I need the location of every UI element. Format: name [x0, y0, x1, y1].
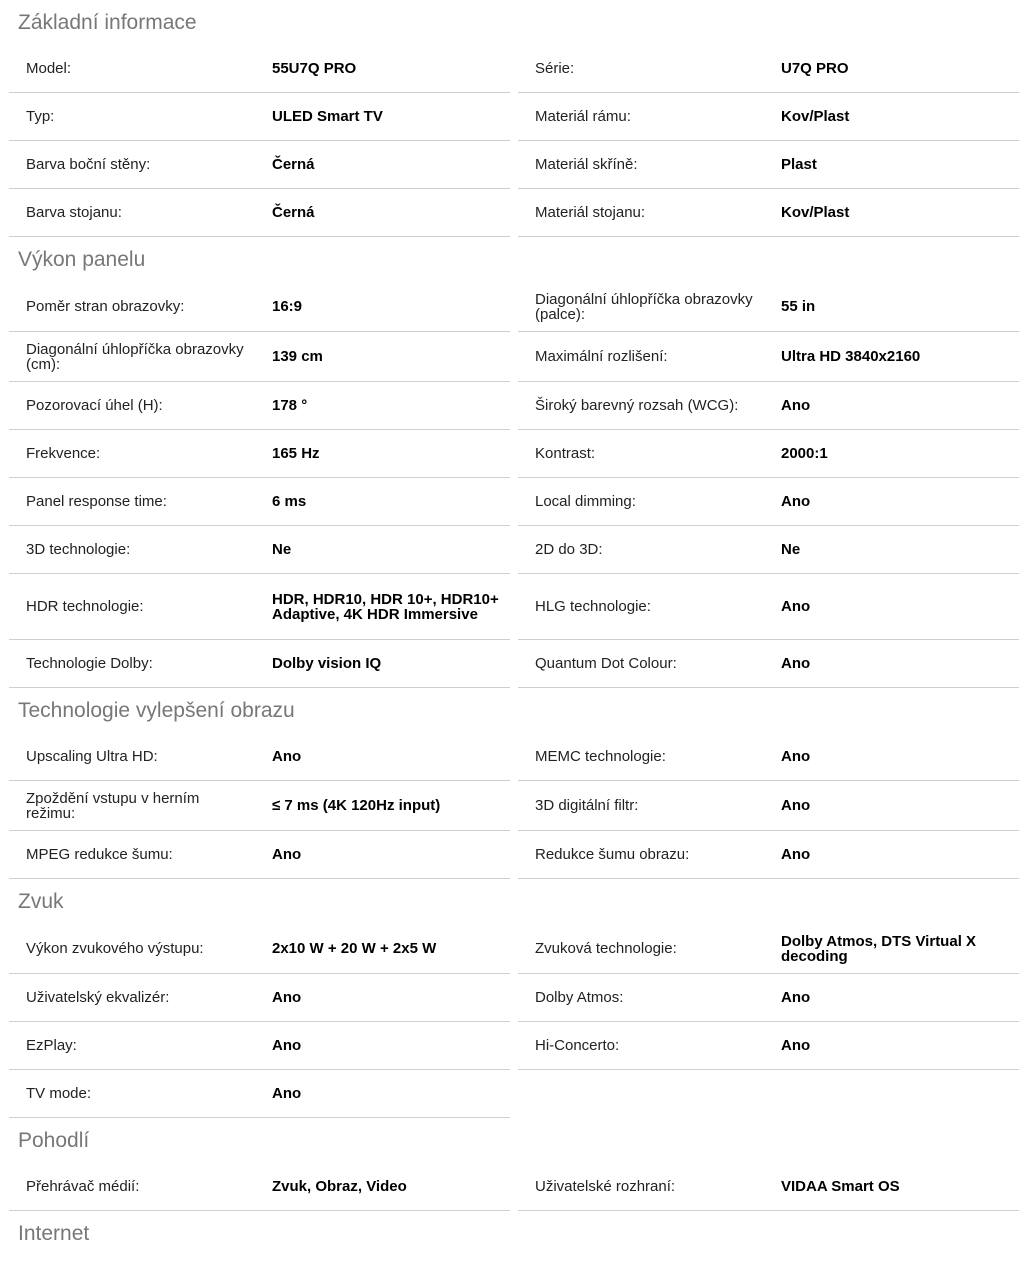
section-grid: [9, 1163, 1019, 1211]
spec-value: Černá: [272, 156, 315, 173]
spec-label: MPEG redukce šumu:: [9, 831, 256, 878]
spec-row: [9, 141, 510, 189]
section-title: Výkon panelu: [18, 248, 146, 271]
spec-row: [9, 640, 510, 688]
spec-label: Poměr stran obrazovky:: [9, 282, 256, 331]
spec-row: [9, 526, 510, 574]
spec-label: Výkon zvukového výstupu:: [9, 924, 256, 973]
spec-value: 165 Hz: [272, 445, 320, 462]
section-title: Technologie vylepšení obrazu: [18, 699, 295, 722]
spec-row: [9, 781, 510, 831]
spec-value: Ano: [272, 989, 302, 1006]
spec-value: Ultra HD 3840x2160: [781, 348, 921, 365]
spec-label: Přehrávač médií:: [9, 1163, 256, 1210]
section-title: Internet: [18, 1222, 90, 1245]
spec-row: [9, 282, 510, 332]
spec-value: Ano: [272, 1085, 302, 1102]
spec-label: 3D technologie:: [9, 526, 256, 573]
spec-label: Široký barevný rozsah (WCG):: [518, 382, 765, 429]
spec-value: VIDAA Smart OS: [781, 1178, 900, 1195]
spec-row: [518, 45, 1019, 93]
spec-row: [518, 781, 1019, 831]
spec-label: Local dimming:: [518, 478, 765, 525]
spec-value: Plast: [781, 156, 817, 173]
spec-value: 55U7Q PRO: [272, 60, 357, 77]
spec-value: 55 in: [781, 298, 816, 315]
section-grid: [9, 733, 1019, 879]
spec-value: Kov/Plast: [781, 108, 850, 125]
spec-value: 2x10 W + 20 W + 2x5 W: [272, 940, 437, 957]
spec-label: Frekvence:: [9, 430, 256, 477]
spec-row: [518, 1070, 1019, 1118]
spec-value: 139 cm: [272, 348, 323, 365]
spec-row: [518, 733, 1019, 781]
spec-value: Ano: [272, 846, 302, 863]
spec-value: U7Q PRO: [781, 60, 849, 77]
spec-label: MEMC technologie:: [518, 733, 765, 780]
spec-value: Zvuk, Obraz, Video: [272, 1178, 407, 1195]
spec-label: Pozorovací úhel (H):: [9, 382, 256, 429]
spec-row: [9, 574, 510, 640]
spec-row: [518, 93, 1019, 141]
spec-label: Materiál skříně:: [518, 141, 765, 188]
spec-label: Technologie Dolby:: [9, 640, 256, 687]
spec-row: [518, 382, 1019, 430]
spec-label: Série:: [518, 45, 765, 92]
spec-value: 178 °: [272, 397, 308, 414]
spec-value: Ne: [781, 541, 801, 558]
spec-label: Uživatelské rozhraní:: [518, 1163, 765, 1210]
spec-label: HDR technologie:: [9, 574, 256, 639]
section-title: Pohodlí: [18, 1129, 90, 1152]
spec-value: Ano: [272, 748, 302, 765]
spec-label: EzPlay:: [9, 1022, 256, 1069]
spec-row: [518, 430, 1019, 478]
spec-label: Model:: [9, 45, 256, 92]
spec-label: Quantum Dot Colour:: [518, 640, 765, 687]
spec-label: 3D digitální filtr:: [518, 781, 765, 830]
spec-value: Ano: [781, 598, 811, 615]
spec-value: Ano: [781, 797, 811, 814]
spec-row: [9, 332, 510, 382]
spec-row: [9, 382, 510, 430]
spec-label: Panel response time:: [9, 478, 256, 525]
spec-label: 2D do 3D:: [518, 526, 765, 573]
spec-label: Diagonální úhlopříčka obrazovky (cm):: [9, 332, 256, 381]
spec-label: TV mode:: [9, 1070, 256, 1117]
spec-row: [9, 733, 510, 781]
spec-label: Zvuková technologie:: [518, 924, 765, 973]
spec-row: [9, 1163, 510, 1211]
spec-row: [9, 974, 510, 1022]
spec-value: Ano: [781, 1037, 811, 1054]
spec-label: Materiál rámu:: [518, 93, 765, 140]
spec-row: [9, 1070, 510, 1118]
spec-label: Barva boční stěny:: [9, 141, 256, 188]
spec-row: [518, 526, 1019, 574]
spec-row: [9, 478, 510, 526]
spec-label: Upscaling Ultra HD:: [9, 733, 256, 780]
spec-row: [518, 924, 1019, 974]
spec-value: HDR, HDR10, HDR 10+, HDR10+ Adaptive, 4K HDR Immersive: [272, 590, 499, 623]
spec-value: Ano: [781, 846, 811, 863]
section-grid: [9, 924, 1019, 1118]
spec-label: Kontrast:: [518, 430, 765, 477]
spec-label: Maximální rozlišení:: [518, 332, 765, 381]
spec-row: [9, 1022, 510, 1070]
spec-row: [518, 1163, 1019, 1211]
spec-value: Ano: [781, 397, 811, 414]
spec-row: [518, 831, 1019, 879]
spec-label: Hi-Concerto:: [518, 1022, 765, 1069]
section-grid: [9, 282, 1019, 688]
spec-row: [9, 189, 510, 237]
section-title: Základní informace: [18, 11, 197, 34]
spec-label: HLG technologie:: [518, 574, 765, 639]
spec-value: Ano: [781, 989, 811, 1006]
spec-value: Dolby vision IQ: [272, 655, 382, 672]
spec-value: Ne: [272, 541, 292, 558]
spec-row: [518, 189, 1019, 237]
section-title: Zvuk: [18, 890, 64, 913]
spec-value: Kov/Plast: [781, 204, 850, 221]
spec-label: Typ:: [9, 93, 256, 140]
spec-value: Ano: [781, 655, 811, 672]
spec-row: [518, 332, 1019, 382]
spec-row: [518, 478, 1019, 526]
section-grid: [9, 45, 1019, 237]
spec-value: Dolby Atmos, DTS Virtual X decoding: [781, 932, 977, 965]
spec-row: [518, 1022, 1019, 1070]
spec-row: [518, 282, 1019, 332]
spec-row: [9, 430, 510, 478]
spec-value: Ano: [272, 1037, 302, 1054]
spec-value: Ano: [781, 493, 811, 510]
spec-row: [9, 831, 510, 879]
spec-label: Uživatelský ekvalizér:: [9, 974, 256, 1021]
spec-label: Materiál stojanu:: [518, 189, 765, 236]
spec-row: [518, 640, 1019, 688]
spec-row: [9, 924, 510, 974]
spec-label: Diagonální úhlopříčka obrazovky (palce):: [518, 282, 765, 331]
spec-row: [518, 141, 1019, 189]
spec-value: Ano: [781, 748, 811, 765]
spec-value: 16:9: [272, 298, 303, 315]
spec-label: Barva stojanu:: [9, 189, 256, 236]
spec-value: ≤ 7 ms (4K 120Hz input): [272, 797, 441, 814]
spec-label: Zpoždění vstupu v herním režimu:: [9, 781, 256, 830]
spec-value: Černá: [272, 204, 315, 221]
spec-row: [9, 93, 510, 141]
spec-row: [518, 574, 1019, 640]
spec-label: Redukce šumu obrazu:: [518, 831, 765, 878]
spec-value: 6 ms: [272, 493, 307, 510]
spec-row: [518, 974, 1019, 1022]
spec-row: [9, 45, 510, 93]
spec-value: ULED Smart TV: [272, 108, 383, 125]
spec-label: Dolby Atmos:: [518, 974, 765, 1021]
spec-value: 2000:1: [781, 445, 828, 462]
spec-table: [9, 0, 1019, 1256]
